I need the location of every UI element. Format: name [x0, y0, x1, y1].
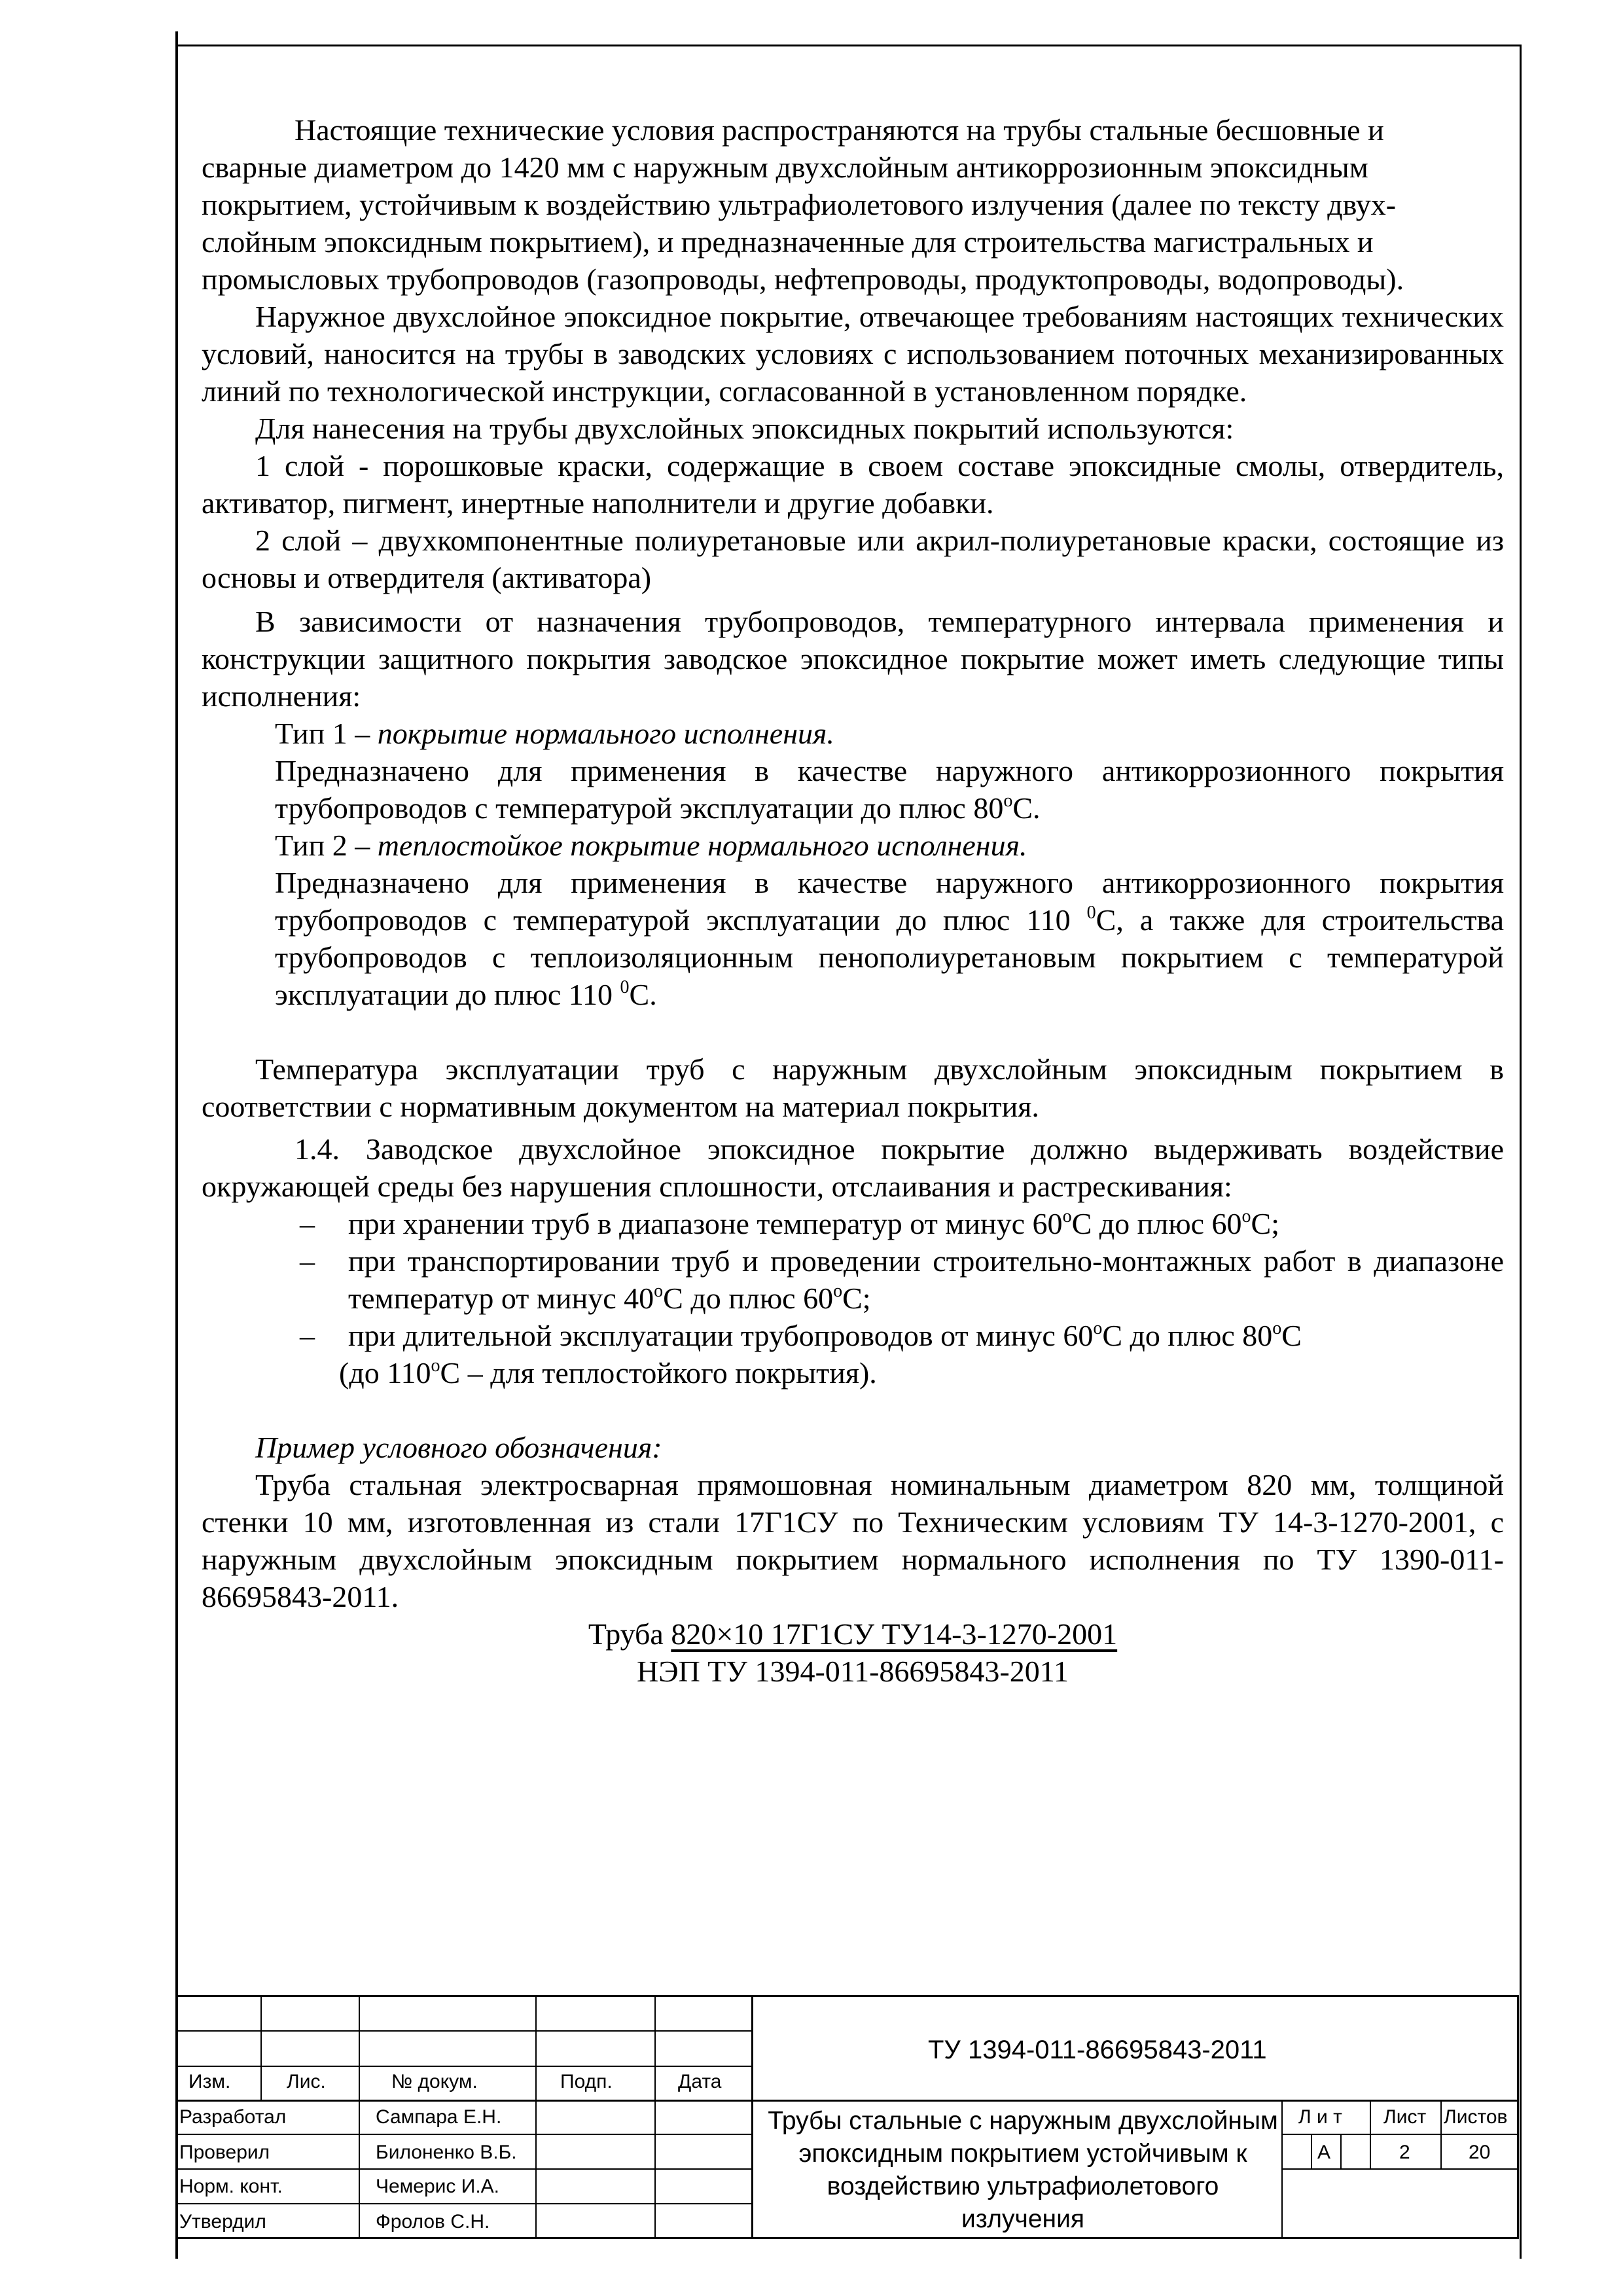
role-norm-control: Норм. конт.	[179, 2176, 283, 2197]
column-podp: Подп.	[560, 2071, 613, 2092]
paragraph-types-intro: В зависимости от назначения трубопроводов, температурного интервала применения и конструкции защитного покрытия заводское эпоксидное покрытие может иметь следующие типы исполнения:	[202, 605, 1504, 713]
role-developed: Разработал	[179, 2106, 287, 2128]
role-approved: Утвердил	[179, 2211, 266, 2233]
type-2-heading: Тип 2 – теплостойкое покрытие нормального исполнения.	[275, 829, 1027, 862]
type-1-heading: Тип 1 – покрытие нормального исполнения.	[275, 717, 834, 750]
list-item: – при транспортировании труб и проведении строительно-монтажных работ в диапазоне температур от минус $40^оС$ до плюс $60^оС$;	[300, 1244, 1504, 1315]
list-item-continuation: (до $110^оС$ – для теплостойкого покрытия).	[339, 1355, 877, 1390]
example-text: Труба стальная электросварная прямошовная номинальным диаметром 820 мм, толщиной стенки 10 мм, изготовленная из стали 17Г1СУ по Техническим условиям ТУ 14-3-1270-2001, с наружным двухслойным эпоксидным покрытием нормального исполнения по ТУ 1390-011-86695843-2011.	[202, 1468, 1504, 1613]
column-izm: Изм.	[188, 2071, 231, 2092]
example-heading: Пример условного обозначения:	[255, 1431, 662, 1464]
designation-top: Труба 820×10 17Г1СУ ТУ14-3-1270-2001	[588, 1617, 1118, 1651]
column-lis: Лис.	[287, 2071, 326, 2092]
sheets-value: 20	[1469, 2142, 1491, 2163]
types-block	[202, 715, 1504, 1013]
document-number: ТУ 1394-011-86695843-2011	[928, 2036, 1267, 2064]
sheets-label: Листов	[1444, 2106, 1508, 2128]
type-1-description: Предназначено для применения в качестве наружного антикоррозионного покрытия трубопроводов с температурой эксплуатации до плюс $80^оС$.	[275, 754, 1504, 825]
lit-value: А	[1317, 2142, 1331, 2163]
name-norm-control: Чемерис И.А.	[376, 2176, 500, 2197]
paragraph-scope-line-2: сварные диаметром до 1420 мм с наружным двухслойным антикоррозионным эпоксидным	[202, 151, 1368, 184]
paragraph-section-1-4: 1.4. Заводское двухслойное эпоксидное покрытие должно выдерживать воздействие окружающей среды без нарушения сплошности, отслаивания и растрескивания:	[202, 1132, 1504, 1203]
paragraph-coating-method: Наружное двухслойное эпоксидное покрытие, отвечающее требованиям настоящих технических условий, наносится на трубы в заводских условиях с использованием поточных механизированных линий по технологической инструкции, согласованной в установленном порядке.	[202, 300, 1504, 408]
column-dokum: № докум.	[391, 2071, 478, 2092]
paragraph-scope-line-4: слойным эпоксидным покрытием), и предназначенные для строительства магистральных и	[202, 225, 1374, 259]
designation-bottom: НЭП ТУ 1394-011-86695843-2011	[636, 1655, 1069, 1688]
document-body	[202, 111, 1504, 1690]
title-block	[175, 1995, 1519, 2257]
paragraph-operating-temperature: Температура эксплуатации труб с наружным двухслойным эпоксидным покрытием в соответствии с нормативным документом на материал покрытия.	[202, 1052, 1504, 1123]
paragraph-materials-intro: Для нанесения на трубы двухслойных эпоксидных покрытий используются:	[255, 412, 1234, 445]
list-item: – при хранении труб в диапазоне температур от минус $60^оС$ до плюс $60^оС$;	[300, 1206, 1279, 1240]
paragraph-scope-line-5: промысловых трубопроводов (газопроводы, нефтепроводы, продуктопроводы, водопроводы).	[202, 262, 1404, 296]
paragraph-scope-line-3: покрытием, устойчивым к воздействию ультрафиолетового излучения (далее по тексту двух-	[202, 188, 1397, 221]
document-title: Трубы стальные с наружным двухслойным эпоксидным покрытием устойчивым к воздействию ультрафиолетового излучения	[768, 2107, 1278, 2233]
name-approved: Фролов С.Н.	[376, 2211, 490, 2233]
role-checked: Проверил	[179, 2142, 270, 2163]
paragraph-layer-2: 2 слой – двухкомпонентные полиуретановые или акрил-полиуретановые краски, состоящие из основы и отвердителя (активатора)	[202, 524, 1504, 594]
paragraph-layer-1: 1 слой - порошковые краски, содержащие в своем составе эпоксидные смолы, отвердитель, активатор, пигмент, инертные наполнители и другие добавки.	[202, 449, 1504, 520]
type-2-description: Предназначено для применения в качестве наружного антикоррозионного покрытия трубопроводов с температурой эксплуатации до плюс 110 $^0$С, а также для строительства трубопроводов с теплоизоляционным пенополиуретановым покрытием с температурой эксплуатации до плюс 110 $^0$С.	[275, 866, 1505, 1011]
sheet-label: Лист	[1383, 2106, 1427, 2128]
name-developed: Сампара Е.Н.	[376, 2106, 502, 2128]
name-checked: Билоненко В.Б.	[376, 2142, 517, 2163]
column-data: Дата	[678, 2071, 722, 2092]
paragraph-scope-line-1: Настоящие технические условия распространяются на трубы стальные бесшовные и	[294, 113, 1384, 147]
lit-label: Л и т	[1298, 2106, 1342, 2128]
sheet-value: 2	[1399, 2142, 1410, 2163]
list-item: – при длительной эксплуатации трубопроводов от минус $60^оС$ до плюс $80^оС$	[300, 1318, 1302, 1352]
